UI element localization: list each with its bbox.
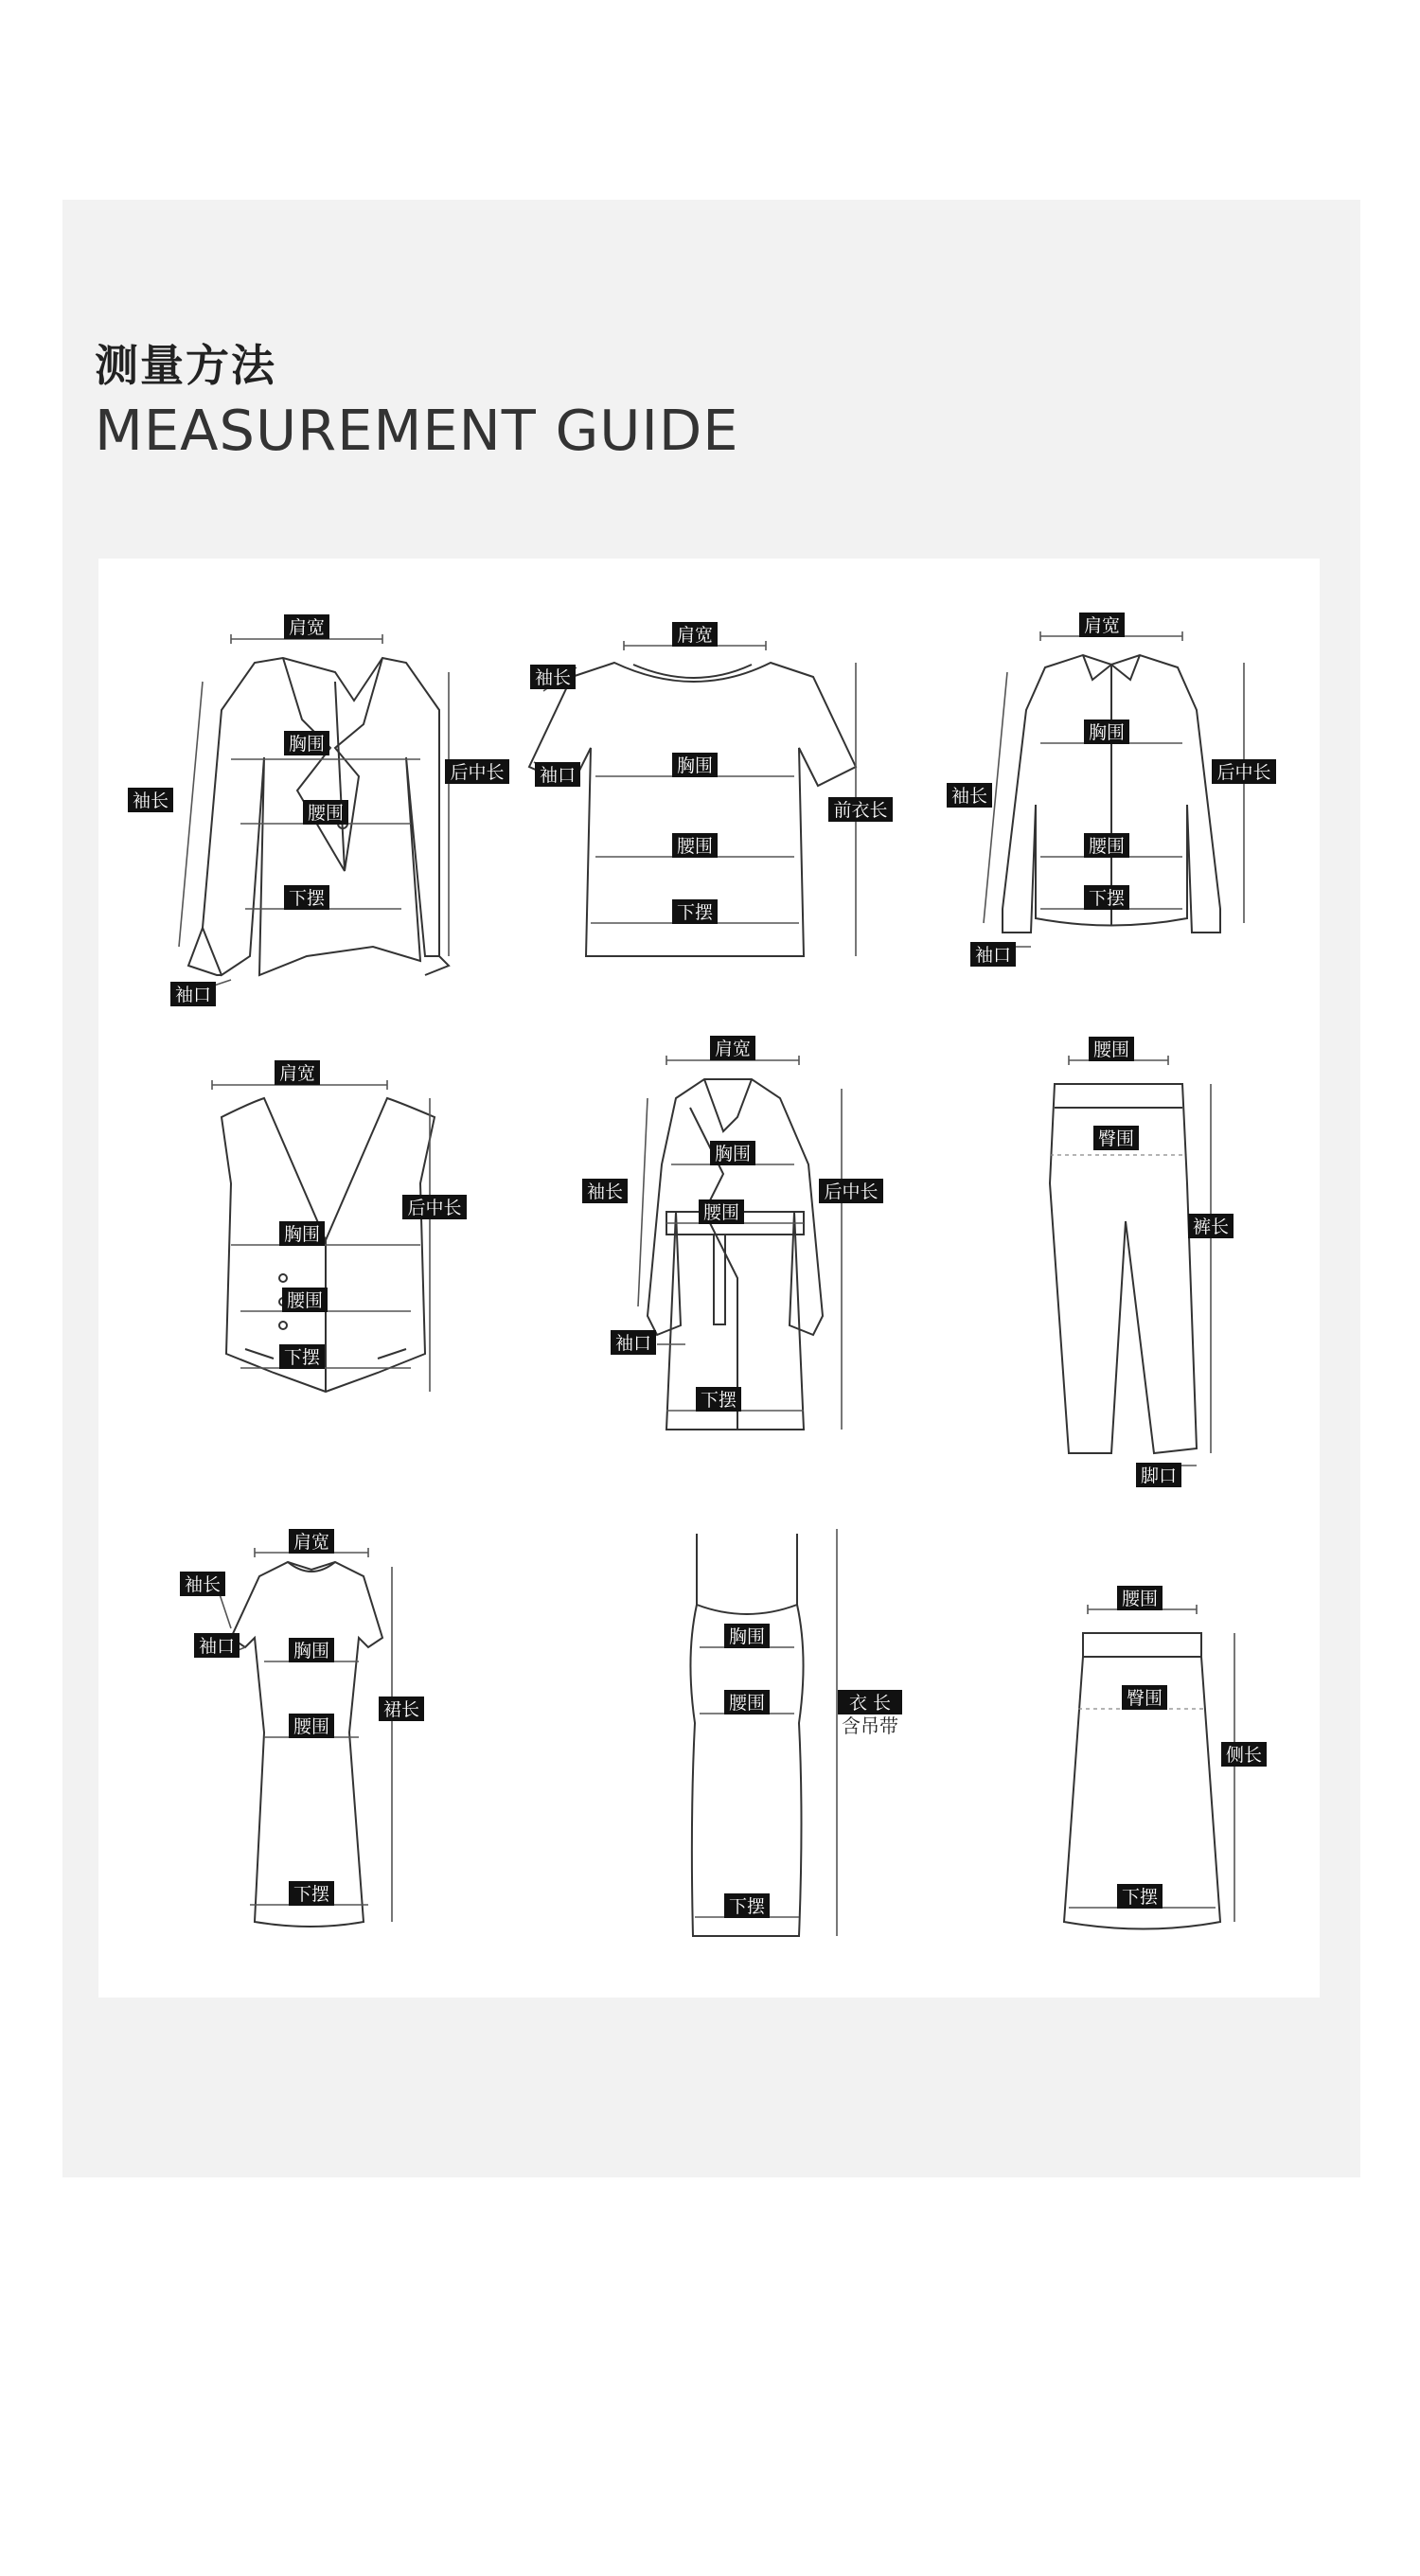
dress-label-waist xyxy=(289,1714,334,1738)
tshirt-label-text-cuff: 袖口 xyxy=(539,765,577,786)
trench-label-shoulder xyxy=(710,1036,755,1060)
pants-label-hip xyxy=(1093,1126,1139,1150)
blazer-label-text-sleeve: 袖长 xyxy=(132,791,169,811)
shirt-label-waist xyxy=(1084,833,1129,858)
page-title-en: MEASUREMENT GUIDE xyxy=(95,398,739,463)
shirt-label-text-hem: 下摆 xyxy=(1088,888,1126,909)
slip-label-chest xyxy=(724,1624,770,1648)
blazer-label-sleeve xyxy=(128,788,173,812)
garment-skirt xyxy=(1064,1605,1234,1929)
pants-label-foot xyxy=(1136,1463,1181,1487)
skirt-label-side xyxy=(1221,1742,1267,1767)
slip-label-length xyxy=(838,1690,902,1714)
trench-label-text-back: 后中长 xyxy=(824,1181,879,1202)
skirt-label-hip xyxy=(1122,1685,1167,1710)
shirt-label-text-shoulder: 肩宽 xyxy=(1083,615,1121,636)
tshirt-label-shoulder xyxy=(672,622,718,647)
shirt-label-chest xyxy=(1084,720,1129,744)
skirt-label-text-hem: 下摆 xyxy=(1121,1887,1159,1908)
shirt-label-text-waist: 腰围 xyxy=(1088,836,1126,857)
trench-label-text-cuff: 袖口 xyxy=(614,1333,652,1354)
shirt-label-hem xyxy=(1084,885,1129,910)
blazer-label-text-cuff: 袖口 xyxy=(174,985,212,1005)
shirt-label-cuff xyxy=(970,942,1016,967)
skirt-label-text-hip: 臀围 xyxy=(1126,1688,1163,1709)
measurement-illustrations xyxy=(98,559,1320,1998)
slip-label-text-chest: 胸围 xyxy=(728,1626,766,1647)
blazer-label-shoulder xyxy=(284,614,329,639)
skirt-label-text-side: 侧长 xyxy=(1225,1745,1263,1766)
trench-label-text-waist: 腰围 xyxy=(702,1202,740,1223)
dress-label-text-chest: 胸围 xyxy=(293,1641,330,1661)
skirt-label-hem xyxy=(1117,1884,1163,1909)
blazer-label-hem xyxy=(284,885,329,910)
vest-label-shoulder xyxy=(275,1060,320,1085)
page-title-cn: 测量方法 xyxy=(95,340,276,391)
tshirt-label-text-shoulder: 肩宽 xyxy=(676,625,714,646)
slip-label-text-waist: 腰围 xyxy=(728,1693,766,1714)
garment-trench xyxy=(638,1056,842,1430)
vest-label-text-back: 后中长 xyxy=(407,1198,462,1218)
pants-label-text-foot: 脚口 xyxy=(1140,1466,1178,1486)
tshirt-label-text-sleeve: 袖长 xyxy=(534,667,572,688)
dress-label-cuff xyxy=(194,1633,240,1658)
blazer-label-text-shoulder: 肩宽 xyxy=(288,617,326,638)
shirt-label-back xyxy=(1212,759,1276,784)
shirt-label-text-cuff: 袖口 xyxy=(974,945,1012,966)
dress-label-sleeve xyxy=(180,1572,225,1596)
trench-label-text-chest: 胸围 xyxy=(714,1144,752,1164)
garment-slip xyxy=(690,1529,837,1936)
tshirt-label-text-front: 前衣长 xyxy=(833,800,888,821)
dress-label-text-shoulder: 肩宽 xyxy=(293,1532,330,1553)
shirt-label-text-chest: 胸围 xyxy=(1088,722,1126,743)
trench-label-chest xyxy=(710,1141,755,1165)
blazer-label-back xyxy=(445,759,509,784)
vest-label-text-hem: 下摆 xyxy=(283,1347,321,1368)
shirt-label-shoulder xyxy=(1079,613,1125,637)
blazer-label-waist xyxy=(303,800,348,825)
dress-label-chest xyxy=(289,1638,334,1662)
dress-label-hem xyxy=(289,1881,334,1906)
shirt-label-text-back: 后中长 xyxy=(1216,762,1271,783)
pants-label-text-length: 裤长 xyxy=(1192,1217,1230,1237)
dress-label-length xyxy=(379,1697,424,1721)
slip-label-waist xyxy=(724,1690,770,1714)
vest-label-hem xyxy=(279,1344,325,1369)
vest-label-text-waist: 腰围 xyxy=(286,1290,324,1311)
measurement-labels xyxy=(128,613,1276,1918)
trench-label-text-shoulder: 肩宽 xyxy=(714,1039,752,1059)
tshirt-label-text-hem: 下摆 xyxy=(676,902,714,923)
vest-label-text-shoulder: 肩宽 xyxy=(278,1063,316,1084)
dress-label-text-waist: 腰围 xyxy=(293,1716,330,1737)
skirt-label-waist xyxy=(1117,1586,1163,1610)
vest-label-back xyxy=(402,1195,467,1219)
dress-label-text-length: 裙长 xyxy=(382,1699,420,1720)
measurement-card xyxy=(98,559,1320,1998)
vest-label-text-chest: 胸围 xyxy=(283,1224,321,1245)
shirt-label-sleeve xyxy=(947,783,992,808)
dress-label-text-cuff: 袖口 xyxy=(198,1636,236,1657)
tshirt-label-chest xyxy=(672,753,718,777)
tshirt-label-waist xyxy=(672,833,718,858)
trench-label-waist xyxy=(699,1199,744,1224)
slip-label-hem xyxy=(724,1893,770,1918)
pants-label-text-waist: 腰围 xyxy=(1092,1039,1130,1060)
dress-label-shoulder xyxy=(289,1529,334,1554)
blazer-label-text-hem: 下摆 xyxy=(288,888,326,909)
dress-label-text-hem: 下摆 xyxy=(293,1884,330,1905)
blazer-label-chest xyxy=(284,731,329,755)
vest-label-chest xyxy=(279,1221,325,1246)
tshirt-label-hem xyxy=(672,899,718,924)
tshirt-label-sleeve xyxy=(530,665,576,689)
trench-label-cuff xyxy=(611,1330,656,1355)
slip-label-note xyxy=(842,1714,898,1737)
trench-label-text-sleeve: 袖长 xyxy=(586,1181,624,1202)
trench-label-back xyxy=(819,1179,883,1203)
trench-label-sleeve xyxy=(582,1179,628,1203)
slip-label-text-hem: 下摆 xyxy=(728,1896,766,1917)
dress-label-text-sleeve: 袖长 xyxy=(184,1574,222,1595)
blazer-label-text-waist: 腰围 xyxy=(307,803,345,824)
blazer-label-text-back: 后中长 xyxy=(450,762,505,783)
slip-label-text-note: 含吊带 xyxy=(842,1714,898,1737)
tshirt-label-text-waist: 腰围 xyxy=(676,836,714,857)
tshirt-label-cuff xyxy=(535,762,580,787)
vest-label-waist xyxy=(282,1288,328,1312)
tshirt-label-front xyxy=(828,797,893,822)
pants-label-waist xyxy=(1089,1037,1134,1061)
tshirt-label-text-chest: 胸围 xyxy=(676,755,714,776)
slip-label-text-length: 衣 长 xyxy=(848,1693,892,1714)
pants-label-text-hip: 臀围 xyxy=(1097,1128,1135,1149)
blazer-label-cuff xyxy=(170,982,216,1006)
trench-label-hem xyxy=(696,1387,741,1412)
shirt-label-text-sleeve: 袖长 xyxy=(950,786,988,807)
skirt-label-text-waist: 腰围 xyxy=(1121,1589,1159,1609)
trench-label-text-hem: 下摆 xyxy=(700,1390,737,1411)
blazer-label-text-chest: 胸围 xyxy=(288,734,326,755)
pants-label-length xyxy=(1188,1214,1234,1238)
garment-pants xyxy=(1050,1056,1211,1466)
